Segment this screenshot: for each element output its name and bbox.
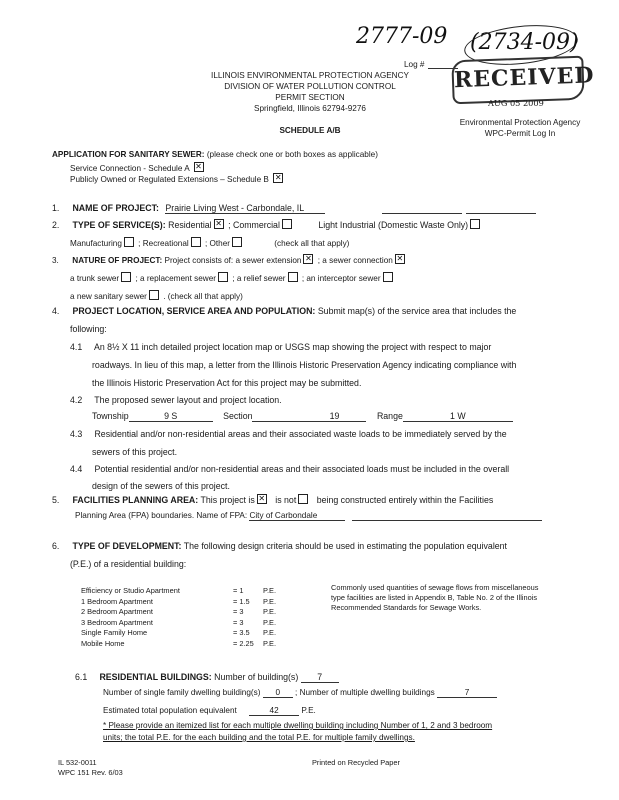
item-4-4-num: 4.4 — [70, 464, 83, 474]
range-field[interactable] — [403, 411, 513, 422]
item-4-1-text-c: the Illinois Historic Preservation Act for this project may be submitted. — [92, 378, 362, 388]
section-2 — [52, 219, 482, 230]
single-family-value: 0 — [275, 688, 281, 697]
application-note: (please check one or both boxes as applicable) — [206, 150, 378, 159]
pe-row-type: Mobile Home — [81, 638, 125, 648]
section-1-num: 1. — [52, 203, 60, 213]
pe-row — [81, 607, 276, 618]
section-3-row-3 — [70, 290, 243, 301]
section-6-num: 6. — [52, 541, 60, 551]
section-5-row-2 — [75, 511, 542, 521]
item-4-4-text-a: Potential residential and/or non-residential areas and their associated loads must be included in the overall — [94, 464, 510, 474]
section-4-lead: Submit map(s) of the service area that includes the — [317, 306, 517, 316]
recreational-label: ; Recreational — [138, 239, 189, 248]
handwritten-log-number: 2777-09 — [356, 24, 448, 49]
section-2-row-2 — [70, 237, 349, 248]
manufacturing-label: Manufacturing — [70, 239, 122, 248]
project-name-field[interactable] — [165, 203, 325, 214]
dwelling-counts-row — [103, 688, 497, 698]
section-2-note: (check all that apply) — [274, 239, 350, 248]
location-fields — [92, 411, 513, 422]
multiple-dwelling-label: ; Number of multiple dwelling buildings — [295, 688, 435, 697]
application-label: APPLICATION FOR SANITARY SEWER: — [52, 150, 205, 159]
item-4-1-num: 4.1 — [70, 342, 83, 352]
manufacturing-checkbox[interactable] — [124, 237, 134, 247]
pe-row-unit: P.E. — [263, 638, 277, 648]
light-industrial-checkbox[interactable] — [470, 219, 480, 229]
fpa-is-not-label: is not — [275, 495, 297, 505]
multiple-dwelling-field[interactable] — [437, 688, 497, 698]
schedule-title: SCHEDULE A/B — [279, 126, 341, 135]
section-6 — [52, 541, 507, 551]
form-revision: WPC 151 Rev. 6/03 — [58, 768, 123, 777]
pe-row-type: Single Family Home — [81, 628, 148, 637]
fpa-name-label: Planning Area (FPA) boundaries. Name of FPA: — [75, 511, 248, 520]
trunk-sewer-checkbox[interactable] — [121, 272, 131, 282]
single-family-field[interactable] — [263, 688, 293, 698]
section-6-lead: The following design criteria should be used in estimating the population equivalent — [183, 541, 507, 551]
pe-estimate-row — [103, 706, 316, 716]
agency-name: ILLINOIS ENVIRONMENTAL PROTECTION AGENCY — [211, 71, 409, 80]
pe-row — [81, 597, 276, 608]
section-value-field[interactable] — [302, 411, 366, 422]
new-sanitary-sewer-label: a new sanitary sewer — [70, 292, 147, 301]
item-4-3-text-b: sewers of this project. — [92, 447, 178, 457]
item-4-1-text-a: An 8½ X 11 inch detailed project location map or USGS map showing the project with respect to major — [93, 342, 492, 352]
other-label: ; Other — [204, 239, 231, 248]
handwritten-log-number-circled: (2734-09) — [470, 30, 579, 55]
pe-row-eq: = 3.5 — [233, 628, 250, 637]
section-3-num: 3. — [52, 256, 59, 265]
project-name-extra-line — [382, 203, 462, 214]
pe-row-eq: = 3 — [233, 617, 244, 627]
option-b-checkbox[interactable] — [273, 173, 283, 183]
section-5-num: 5. — [52, 495, 60, 505]
section-3-row-2 — [70, 272, 395, 283]
sewage-flows-note-c: Recommended Standards for Sewage Works. — [331, 603, 482, 612]
pe-estimate-value: 42 — [269, 706, 279, 715]
section-1-label: NAME OF PROJECT: — [72, 203, 159, 213]
section-label: Section — [223, 411, 253, 421]
pe-row-eq: = 1.5 — [233, 596, 250, 606]
received-stamp: RECEIVED — [451, 56, 584, 105]
section-1 — [52, 203, 536, 214]
num-buildings-label: Number of building(s) — [214, 672, 299, 682]
other-checkbox[interactable] — [232, 237, 242, 247]
pe-row — [81, 586, 276, 597]
option-a-row — [70, 162, 206, 173]
option-a-label: Service Connection - Schedule A — [70, 164, 190, 173]
pe-row-unit: P.E. — [263, 628, 277, 637]
township-label: Township — [92, 411, 129, 421]
pe-row-unit: P.E. — [263, 617, 277, 627]
section-4-lead-2: following: — [70, 324, 107, 334]
pe-estimate-field[interactable] — [249, 706, 299, 716]
section-5 — [52, 494, 493, 505]
fpa-name-field[interactable] — [249, 511, 345, 521]
item-4-1-text-b: roadways. In lieu of this map, a letter from the Illinois Historic Preservation Agency indicating compliance with — [92, 360, 517, 370]
residential-label: Residential — [168, 220, 212, 230]
itemized-list-note-b: units; the total P.E. for the each building and the total P.E. for multiple family dwellings. — [103, 733, 415, 742]
pe-row-type: 3 Bedroom Apartment — [81, 617, 153, 627]
option-a-checkbox[interactable] — [194, 162, 204, 172]
pe-row-eq: = 3 — [233, 607, 244, 616]
section-value: 19 — [329, 411, 340, 421]
fpa-is-label: This project is — [200, 495, 255, 505]
section-5-label: FACILITIES PLANNING AREA: — [72, 495, 199, 505]
pe-estimate-unit: P.E. — [301, 706, 316, 715]
pe-row — [81, 628, 276, 639]
project-name-value: Prairie Living West - Carbondale, IL — [165, 203, 305, 213]
replacement-sewer-checkbox[interactable] — [218, 272, 228, 282]
range-value: 1 W — [450, 411, 466, 421]
sewer-connection-checkbox[interactable] — [395, 254, 405, 264]
pe-row — [81, 618, 276, 629]
section-6-label: TYPE OF DEVELOPMENT: — [72, 541, 182, 551]
num-buildings-value: 7 — [317, 672, 323, 682]
stamp-agency: Environmental Protection Agency — [459, 118, 581, 127]
light-industrial-label: Light Industrial (Domestic Waste Only) — [318, 220, 469, 230]
pe-row-type: 1 Bedroom Apartment — [81, 596, 153, 606]
pe-row — [81, 639, 276, 650]
pe-row-type: 2 Bedroom Apartment — [81, 607, 153, 616]
agency-section: PERMIT SECTION — [275, 93, 345, 102]
section-4 — [52, 306, 516, 316]
interceptor-sewer-label: ; an interceptor sewer — [301, 274, 381, 283]
section-5-tail: being constructed entirely within the Facilities — [316, 495, 494, 505]
stamp-permit-log: WPC-Permit Log In — [484, 129, 556, 138]
fpa-is-not-checkbox[interactable] — [298, 494, 308, 504]
section-field[interactable] — [252, 411, 302, 422]
section-2-num: 2. — [52, 220, 60, 230]
item-4-2-text: The proposed sewer layout and project location. — [94, 395, 282, 405]
pe-row-eq: = 1 — [233, 586, 244, 595]
sewer-extension-checkbox[interactable] — [303, 254, 313, 264]
item-4-4-text-b: design of the sewers of this project. — [92, 481, 230, 491]
relief-sewer-checkbox[interactable] — [288, 272, 298, 282]
section-6-1 — [75, 672, 339, 683]
item-4-4 — [70, 464, 509, 474]
fpa-is-checkbox[interactable] — [257, 494, 267, 504]
agency-division: DIVISION OF WATER POLLUTION CONTROL — [224, 82, 396, 91]
option-b-label: Publicly Owned or Regulated Extensions – Schedule B — [70, 175, 269, 184]
interceptor-sewer-checkbox[interactable] — [383, 272, 393, 282]
recycled-paper-note: Printed on Recycled Paper — [312, 758, 400, 767]
form-id: IL 532-0011 — [58, 758, 97, 767]
option-b-row — [70, 173, 285, 184]
section-3 — [52, 254, 407, 265]
range-label: Range — [376, 411, 403, 421]
township-field[interactable] — [129, 411, 213, 422]
residential-checkbox[interactable] — [214, 219, 224, 229]
num-buildings-field[interactable] — [301, 672, 339, 683]
agency-address: Springfield, Illinois 62794-9276 — [254, 104, 366, 113]
pe-row-eq: = 2.25 — [233, 638, 254, 648]
received-date: AUG 05 2009 — [488, 98, 544, 108]
sewer-connection-label: ; a sewer connection — [317, 256, 393, 265]
relief-sewer-label: ; a relief sewer — [232, 274, 286, 283]
itemized-list-note-a: * Please provide an itemized list for each multiple dwelling building including Number of 1, 2 and 3 bedroom — [103, 721, 493, 730]
application-line — [52, 150, 378, 159]
pe-row-type: Efficiency or Studio Apartment — [81, 586, 180, 595]
item-4-2-num: 4.2 — [70, 395, 83, 405]
pe-estimate-label: Estimated total population equivalent — [103, 706, 237, 715]
section-4-num: 4. — [52, 306, 60, 316]
pe-row-unit: P.E. — [263, 586, 277, 595]
pe-row-unit: P.E. — [263, 607, 277, 616]
section-3-note: . (check all that apply) — [163, 292, 243, 301]
item-4-3 — [70, 429, 507, 439]
item-4-2 — [70, 395, 282, 405]
fpa-name-extra-line — [352, 511, 542, 521]
single-family-label: Number of single family dwelling building(s) — [103, 688, 261, 697]
section-6-1-label: RESIDENTIAL BUILDINGS: — [99, 672, 212, 682]
commercial-label: ; Commercial — [228, 220, 280, 230]
sewage-flows-note-b: type facilities are listed in Appendix B, Table No. 2 of the Illinois — [331, 593, 538, 602]
section-4-label: PROJECT LOCATION, SERVICE AREA AND POPULATION: — [72, 306, 316, 316]
sewer-extension-label: Project consists of: a sewer extension — [164, 256, 302, 265]
item-4-3-num: 4.3 — [70, 429, 83, 439]
multiple-dwelling-value: 7 — [464, 688, 470, 697]
recreational-checkbox[interactable] — [191, 237, 201, 247]
item-4-1 — [70, 342, 491, 352]
item-4-3-text-a: Residential and/or non-residential areas and their associated waste loads to be immediately served by the — [94, 429, 507, 439]
township-value: 9 S — [164, 411, 178, 421]
commercial-checkbox[interactable] — [282, 219, 292, 229]
pe-row-unit: P.E. — [263, 596, 277, 606]
section-2-label: TYPE OF SERVICE(S): — [72, 220, 166, 230]
log-number-label: Log # — [404, 60, 425, 69]
sewage-flows-note-a: Commonly used quantities of sewage flows from miscellaneous — [331, 583, 539, 592]
replacement-sewer-label: ; a replacement sewer — [135, 274, 216, 283]
pe-criteria-table — [81, 586, 276, 649]
fpa-name-value: City of Carbondale — [249, 511, 318, 520]
new-sanitary-sewer-checkbox[interactable] — [149, 290, 159, 300]
trunk-sewer-label: a trunk sewer — [70, 274, 120, 283]
section-6-lead-2: (P.E.) of a residential building: — [70, 559, 187, 569]
section-3-label: NATURE OF PROJECT: — [72, 256, 163, 265]
project-name-extra-line-2 — [466, 203, 536, 214]
section-6-1-num: 6.1 — [75, 672, 88, 682]
